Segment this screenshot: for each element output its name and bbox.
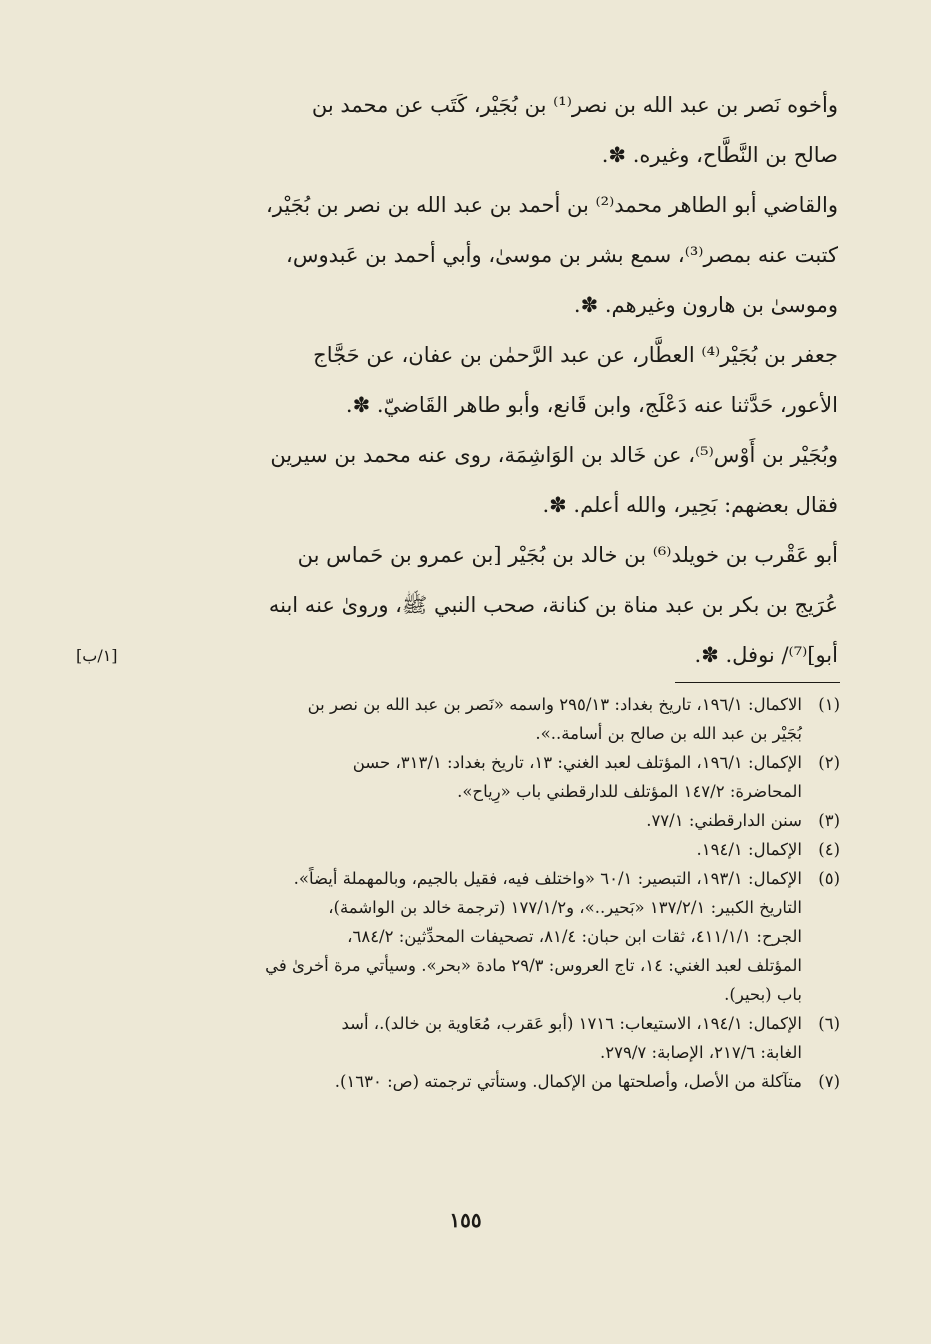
footnote-line: الإكمال: ١٩٤/١، الاستيعاب: ١٧١٦ (أبو عَقرب، مُعَاوية بن خالد).، أسد [341,1014,802,1033]
footnote-divider [675,682,840,683]
text-line: الأعور، حَدَّثنا عنه دَعْلَج، وابن قَانع، وأبو طاهر القَاضيّ. ✽. [345,393,838,417]
footnote-line: الاكمال: ١٩٦/١، تاريخ بغداد: ٢٩٥/١٣ واسمه «نَصر بن عبد الله بن نصر بن [307,695,802,714]
text-line: جعفر بن بُجَيْر⁽⁴⁾ العطَّار، عن عبد الرَّحمٰن بن عفان، عن حَجَّاج [313,343,838,367]
text-line: عُرَيج بن بكر بن عبد مناة بن كنانة، صحب النبي ﷺ، وروىٰ عنه ابنه [268,593,838,617]
text-line: كتبت عنه بمصر⁽³⁾، سمع بشر بن موسىٰ، وأبي أحمد بن عَبدوس، [286,243,838,267]
footnote-line: التاريخ الكبير: ١٣٧/٢/١ «بَحير..»، و١٧٧/١/٢ (ترجمة خالد بن الواشمة)، [328,898,802,917]
footnote-1 [150,690,840,748]
footnote-number: (٥) [818,869,840,888]
entry-jafar [150,330,838,430]
text-line: وموسىٰ بن هارون وغيرهم. ✽. [573,293,838,317]
footnote-line: بُجَيْر بن عبد الله بن صالح بن أسامة..». [535,724,802,743]
footnote-line: الإكمال: ١٩٣/١، التبصير: ٦٠/١ «واختلف فيه، فقيل بالجيم، وبالمهملة أيضاً». [293,869,802,888]
footnote-line: باب (بحير). [724,985,802,1004]
footnote-number: (٧) [818,1072,840,1091]
footnote-line: سنن الدارقطني: ٧٧/١. [646,811,802,830]
entry-bujayr-ibn-aws [150,430,838,530]
footnote-line: متآكلة من الأصل، وأصلحتها من الإكمال. وستأتي ترجمته (ص: ١٦٣٠). [334,1072,802,1091]
text-line: فقال بعضهم: بَحِير، والله أعلم. ✽. [542,493,838,517]
manuscript-folio-marker: [١/ب] [76,646,118,665]
text-line: أبو عَقْرب بن خويلد⁽⁶⁾ بن خالد بن بُجَيْر [بن عمرو بن حَماس بن [297,543,838,567]
footnote-line: الإكمال: ١٩٦/١، المؤتلف لعبد الغني: ١٣، تاريخ بغداد: ٣١٣/١، حسن [352,753,802,772]
footnote-line: المحاضرة: ١٤٧/٢ المؤتلف للدارقطني باب «رِياح». [457,782,802,801]
text-line: صالح بن النَّطَّاح، وغيره. ✽. [601,143,838,167]
text-line: وبُجَيْر بن أَوْس⁽⁵⁾، عن خَالد بن الوَاشِمَة، روى عنه محمد بن سيرين [270,443,838,467]
footnote-number: (٦) [818,1014,840,1033]
footnote-6 [150,1009,840,1067]
footnote-7 [150,1067,840,1096]
main-text [150,80,838,680]
footnote-number: (١) [818,695,840,714]
text-line: وأخوه نَصر بن عبد الله بن نصر⁽¹⁾ بن بُجَيْر، كَتَب عن محمد بن [311,93,838,117]
footnote-line: الغابة: ٢١٧/٦، الإصابة: ٢٧٩/٧. [600,1043,802,1062]
text-line: والقاضي أبو الطاهر محمد⁽²⁾ بن أحمد بن عبد الله بن نصر بن بُجَيْر، [266,193,838,217]
entry-abu-al-tahir [150,180,838,330]
footnote-number: (٤) [818,840,840,859]
footnote-line: الجرح: ٤١١/١/١، ثقات ابن حبان: ٨١/٤، تصحيفات المحدِّثين: ٦٨٤/٢، [347,927,802,946]
footnote-number: (٢) [818,753,840,772]
footnote-3 [150,806,840,835]
footnote-line: الإكمال: ١٩٤/١. [696,840,802,859]
footnote-4 [150,835,840,864]
page-number: ١٥٥ [449,1208,482,1232]
footnote-2 [150,748,840,806]
footnotes [150,690,840,1096]
text-line: أبو]⁽⁷⁾/ نوفل. ✽. [694,643,838,667]
footnote-5 [150,864,840,1009]
footnote-line: المؤتلف لعبد الغني: ١٤، تاج العروس: ٢٩/٣ مادة «بحر». وسيأتي مرة أخرىٰ في [265,956,802,975]
entry-nasr [150,80,838,180]
entry-abu-aqrab [150,530,838,680]
footnote-number: (٣) [818,811,840,830]
